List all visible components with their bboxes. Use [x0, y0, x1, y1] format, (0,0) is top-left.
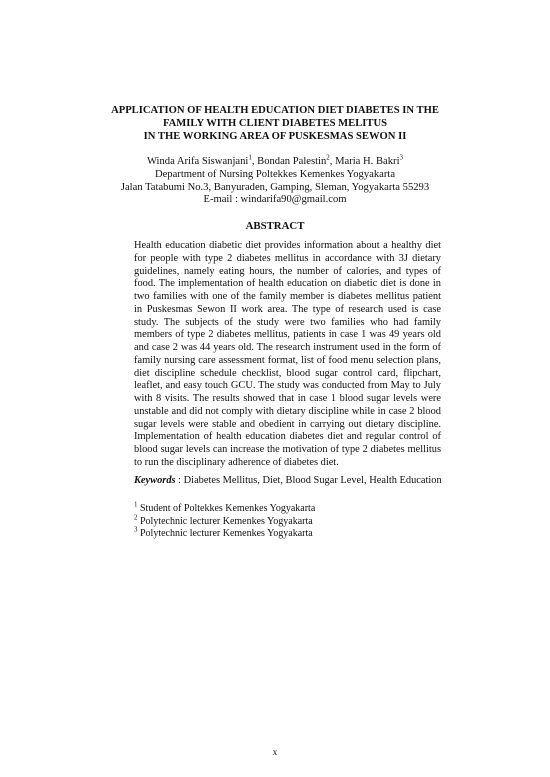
author-name: Bondan Palestin — [257, 156, 327, 167]
title-line-1: APPLICATION OF HEALTH EDUCATION DIET DIABETES IN THE — [111, 105, 439, 116]
author-separator: , — [251, 156, 258, 167]
footnote — [134, 513, 454, 529]
footnote-marker: 1 — [134, 500, 138, 509]
author-affiliation-marker: 3 — [399, 153, 404, 162]
email-line: E-mail : windarifa90@gmail.com — [203, 194, 347, 206]
paper-title — [100, 104, 450, 144]
affiliation-footnotes — [134, 500, 454, 541]
footnote — [134, 500, 454, 516]
address-line: Jalan Tatabumi No.3, Banyuraden, Gamping, Sleman, Yogyakarta 55293 — [120, 181, 430, 193]
footnote-text: Polytechnic lecturer Kemenkes Yogyakarta — [137, 515, 313, 527]
page-number: x — [272, 747, 278, 757]
author-separator: , — [329, 156, 336, 167]
title-line-3: IN THE WORKING AREA OF PUSKESMAS SEWON II — [143, 131, 407, 143]
department-line: Department of Nursing Poltekkes Kemenkes Yogyakarta — [154, 168, 396, 180]
footnote — [134, 525, 454, 541]
author-affiliation-marker: 2 — [326, 153, 330, 162]
footnote-text: Polytechnic lecturer Kemenkes Yogyakarta — [137, 528, 313, 540]
footnote-text: Student of Poltekkes Kemenkes Yogyakarta — [137, 503, 316, 514]
author-name: Winda Arifa Siswanjani — [146, 156, 249, 167]
footnote-marker: 2 — [134, 513, 138, 522]
abstract-body: Health education diabetic diet provides information about a healthy diet for people with type 2 diabetes mellitus in accordance with 3J dietary guidelines, namely eating hours, the number of calories, and types of food. The implementation of health education on diabetic diet is done in two families with one of the family member is diabetes mellitus patient in Puskesmas Sewon II work area. The type of research used is case study. The subjects of the study were two families who had family members of type 2 diabetes mellitus, patients in case 1 was 49 years old and case 2 was 44 years old. The research instrument used in the form of family nursing care assessment format, list of food menu selection plans, diet discipline schedule checklist, blood sugar control card, flipchart, leaflet, and easy touch GCU. The study was conducted from May to July with 8 visits. The results showed that in case 1 blood sugar levels were unstable and did not comply with dietary discipline while in case 2 blood sugar levels were stable and obedient in carrying out dietary discipline. Implementation of health education diabetes diet and regular control of blood sugar levels can increase the motivation of type 2 diabetes mellitus to run the disciplinary adherence of diabetes diet. — [134, 240, 441, 468]
author-affiliation-marker: 1 — [248, 153, 252, 162]
abstract-heading: ABSTRACT — [245, 220, 305, 232]
keywords-text: Diabetes Mellitus, Diet, Blood Sugar Level, Health Education — [183, 475, 442, 486]
keywords-label: Keywords — [134, 475, 176, 486]
author-list — [60, 153, 490, 169]
keywords-separator: : — [175, 475, 184, 486]
title-line-2: FAMILY WITH CLIENT DIABETES MELITUS — [162, 118, 388, 130]
footnote-marker: 3 — [134, 525, 138, 534]
author-name: Maria H. Bakri — [335, 156, 400, 167]
keywords-line — [134, 475, 454, 486]
author-block — [60, 153, 490, 207]
